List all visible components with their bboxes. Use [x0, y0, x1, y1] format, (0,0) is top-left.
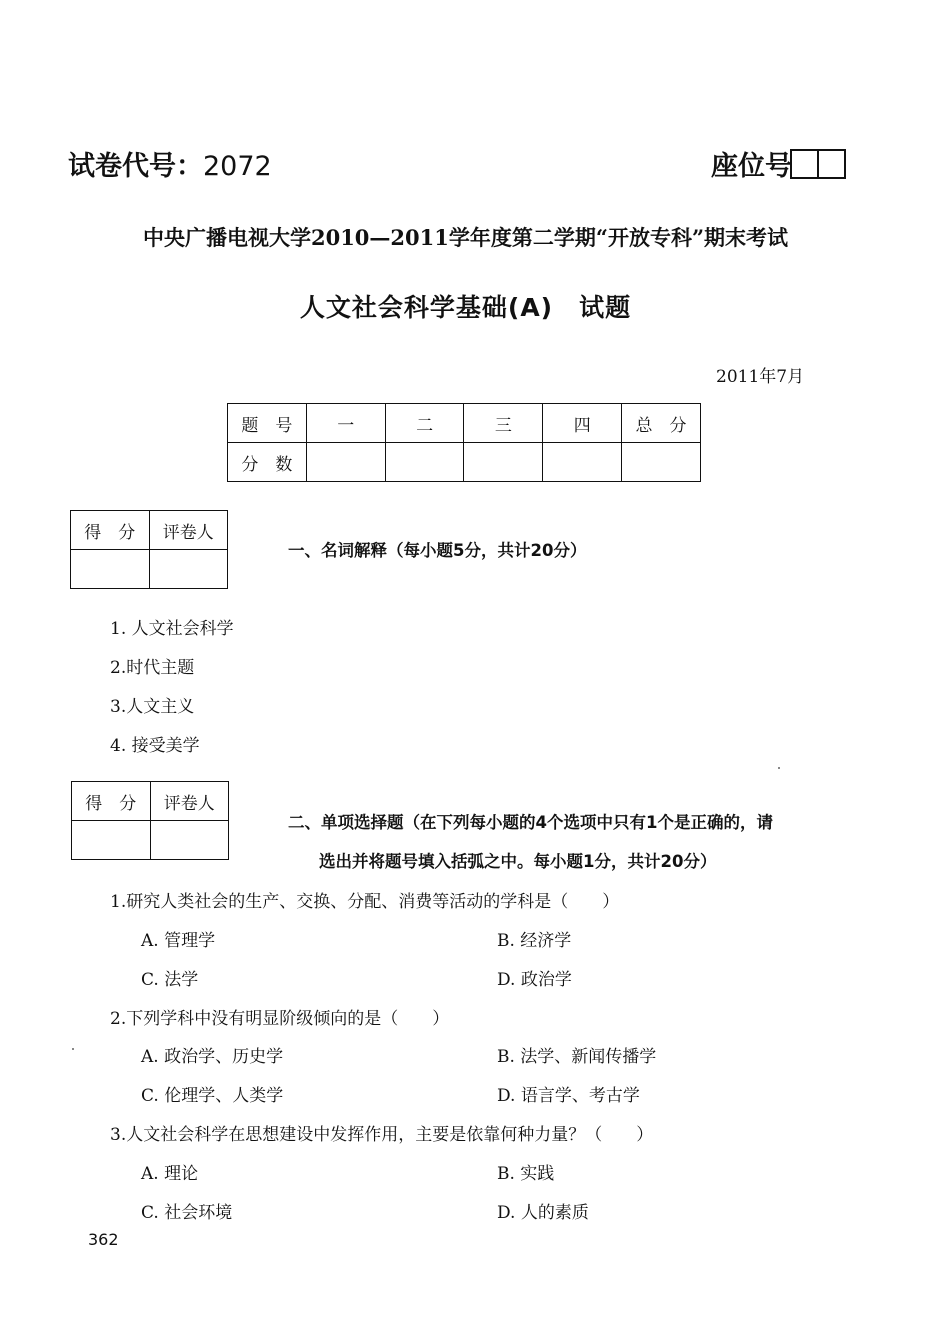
score-input-cell[interactable] [72, 821, 151, 860]
score-input-cell[interactable] [622, 443, 701, 482]
option-a: A. 管理学 [141, 931, 216, 951]
score-table-header-row [228, 404, 701, 443]
term-item: 1. 人文社会科学 [110, 619, 234, 639]
option-c: C. 社会环境 [141, 1203, 233, 1223]
grader-box-2 [71, 781, 229, 860]
paper-code [68, 144, 272, 183]
grader-input-cell[interactable] [149, 550, 227, 589]
exam-header: 中央广播电视大学2010—2011学年度第二学期“开放专科”期末考试 [142, 225, 789, 250]
paper-code-label: 试卷代号： [68, 151, 203, 182]
option-c: C. 法学 [141, 970, 199, 990]
term-item: 4. 接受美学 [110, 736, 200, 756]
score-table-cell: 总 分 [622, 404, 701, 443]
option-a: A. 政治学、历史学 [141, 1047, 284, 1067]
term-item: 3.人文主义 [110, 697, 195, 717]
grader-box-1 [70, 510, 228, 589]
grader-label: 评卷人 [150, 782, 228, 821]
score-input-cell[interactable] [71, 550, 150, 589]
score-table [227, 403, 701, 482]
score-label: 得 分 [72, 782, 151, 821]
score-input-cell[interactable] [385, 443, 464, 482]
option-d: D. 政治学 [497, 970, 572, 990]
seat-box-1[interactable] [790, 149, 819, 179]
question-stem: 2.下列学科中没有明显阶级倾向的是（ ） [110, 1009, 450, 1029]
section2-heading: 二、单项选择题（在下列每小题的4个选项中只有1个是正确的，请 [288, 813, 773, 832]
score-table-cell: 一 [306, 404, 385, 443]
exam-date: 2011年7月 [716, 367, 805, 387]
scan-speck [72, 1048, 74, 1050]
option-d: D. 人的素质 [497, 1203, 589, 1223]
option-c: C. 伦理学、人类学 [141, 1086, 284, 1106]
score-table-cell: 四 [543, 404, 622, 443]
question-stem: 1.研究人类社会的生产、交换、分配、消费等活动的学科是（ ） [110, 892, 620, 912]
question-stem: 3.人文社会科学在思想建设中发挥作用，主要是依靠何种力量？（ ） [110, 1125, 654, 1145]
score-table-cell: 二 [385, 404, 464, 443]
option-b: B. 实践 [497, 1164, 555, 1184]
exam-title: 人文社会科学基础(A) 试题 [299, 293, 632, 322]
option-b: B. 经济学 [497, 931, 572, 951]
score-input-cell[interactable] [464, 443, 543, 482]
option-a: A. 理论 [141, 1164, 199, 1184]
score-label: 得 分 [71, 511, 150, 550]
score-table-cell: 题 号 [228, 404, 307, 443]
page-number: 362 [88, 1230, 119, 1249]
section1-heading: 一、名词解释（每小题5分，共计20分） [288, 541, 587, 560]
term-item: 2.时代主题 [110, 658, 195, 678]
score-input-cell[interactable] [306, 443, 385, 482]
scan-speck [778, 767, 780, 769]
grader-label: 评卷人 [149, 511, 227, 550]
section2-heading-continued: 选出并将题号填入括弧之中。每小题1分，共计20分） [319, 852, 717, 871]
paper-code-value: 2072 [203, 151, 272, 182]
score-table-score-row [228, 443, 701, 482]
grader-input-cell[interactable] [150, 821, 228, 860]
option-d: D. 语言学、考古学 [497, 1086, 640, 1106]
seat-label: 座位号 [711, 151, 792, 182]
score-table-row-label: 分 数 [228, 443, 307, 482]
score-input-cell[interactable] [543, 443, 622, 482]
seat-number [711, 144, 846, 183]
score-table-cell: 三 [464, 404, 543, 443]
option-b: B. 法学、新闻传播学 [497, 1047, 657, 1067]
seat-box-2[interactable] [817, 149, 846, 179]
